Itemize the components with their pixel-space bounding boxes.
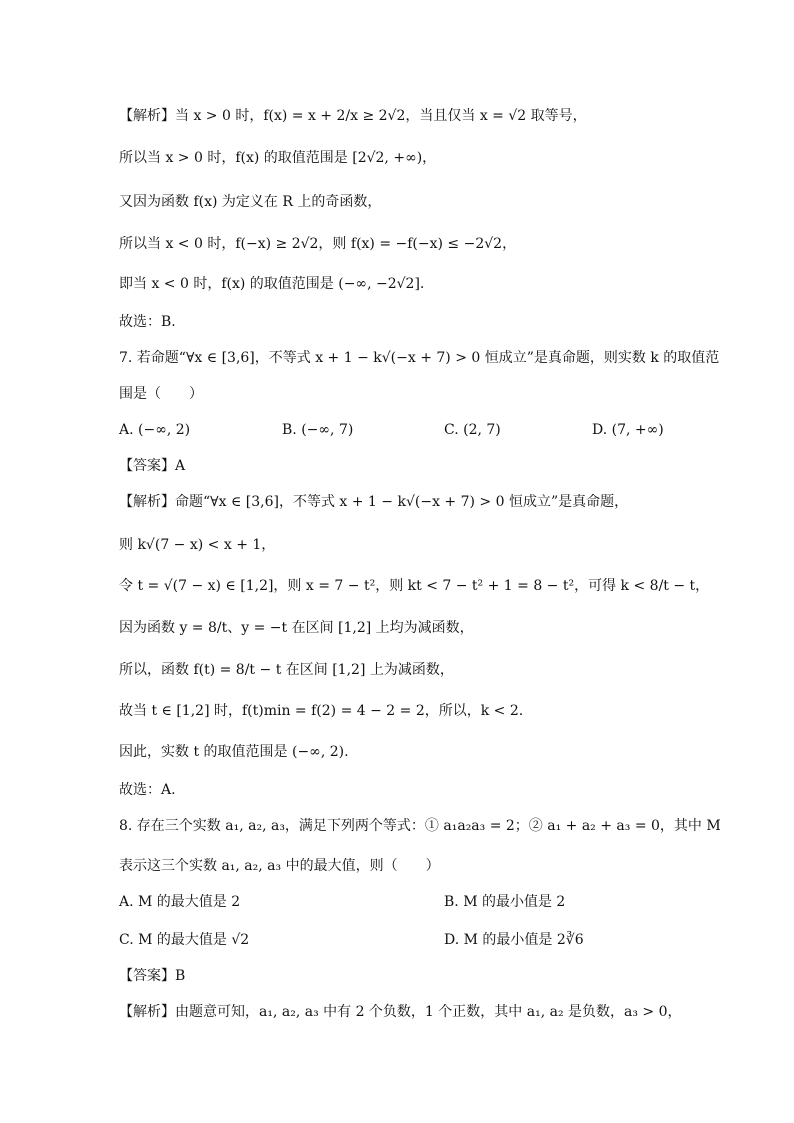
- analysis-7-line-2: 则 k√(7 − x) < x + 1，: [119, 537, 276, 553]
- q8-option-c: C. M 的最大值是 √2: [119, 932, 250, 948]
- q7-option-c: C. (2, 7): [444, 422, 501, 438]
- q8-option-a: A. M 的最大值是 2: [119, 894, 241, 910]
- analysis-line-4: 所以当 x < 0 时，f(−x) ≥ 2√2，则 f(x) = −f(−x) ≤ −2√2，: [119, 236, 517, 252]
- analysis-8-line-1: 【解析】由题意可知，a₁, a₂, a₃ 中有 2 个负数，1 个正数，其中 a₁, a₂ 是负数，a₃ > 0，: [119, 1004, 682, 1020]
- choice-7-line: 故选：A.: [119, 782, 176, 798]
- analysis-line-3: 又因为函数 f(x) 为定义在 R 上的奇函数，: [119, 194, 382, 210]
- question-7-line-1: 7. 若命题“∀x ∈ [3,6]，不等式 x + 1 − k√(−x + 7) > 0 恒成立”是真命题，则实数 k 的取值范: [119, 350, 720, 366]
- analysis-line-1: 【解析】当 x > 0 时，f(x) = x + 2/x ≥ 2√2，当且仅当 x = √2 取等号，: [119, 108, 587, 124]
- analysis-7-line-1: 【解析】命题“∀x ∈ [3,6]，不等式 x + 1 − k√(−x + 7) > 0 恒成立”是真命题，: [119, 494, 629, 510]
- q8-option-b: B. M 的最小值是 2: [444, 894, 566, 910]
- analysis-7-line-3: 令 t = √(7 − x) ∈ [1,2]，则 x = 7 − t²，则 kt < 7 − t² + 1 = 8 − t²，可得 k < 8/t − t，: [119, 578, 710, 594]
- q8-option-d: D. M 的最小值是 2∛6: [444, 932, 584, 948]
- choice-line: 故选：B.: [119, 314, 176, 330]
- question-8-line-1: 8. 存在三个实数 a₁, a₂, a₃，满足下列两个等式：① a₁a₂a₃ = 2；② a₁ + a₂ + a₃ = 0，其中 M: [119, 818, 721, 834]
- analysis-7-line-5: 所以，函数 f(t) = 8/t − t 在区间 [1,2] 上为减函数，: [119, 662, 454, 678]
- answer-7: 【答案】A: [119, 458, 186, 474]
- q7-option-b: B. (−∞, 7): [282, 422, 354, 438]
- q7-option-d: D. (7, +∞): [592, 422, 664, 438]
- analysis-7-line-6: 故当 t ∈ [1,2] 时，f(t)min = f(2) = 4 − 2 = 2，所以，k < 2.: [119, 703, 524, 719]
- analysis-7-line-7: 因此，实数 t 的取值范围是 (−∞, 2).: [119, 744, 349, 760]
- q7-option-a: A. (−∞, 2): [119, 422, 191, 438]
- question-7-line-2: 围是（ ）: [119, 386, 203, 402]
- analysis-line-5: 即当 x < 0 时，f(x) 的取值范围是 (−∞, −2√2].: [119, 276, 425, 292]
- question-8-line-2: 表示这三个实数 a₁, a₂, a₃ 中的最大值，则（ ）: [119, 858, 440, 874]
- analysis-7-line-4: 因为函数 y = 8/t、y = −t 在区间 [1,2] 上均为减函数，: [119, 620, 474, 636]
- answer-8: 【答案】B: [119, 968, 186, 984]
- analysis-line-2: 所以当 x > 0 时，f(x) 的取值范围是 [2√2, +∞)，: [119, 150, 437, 166]
